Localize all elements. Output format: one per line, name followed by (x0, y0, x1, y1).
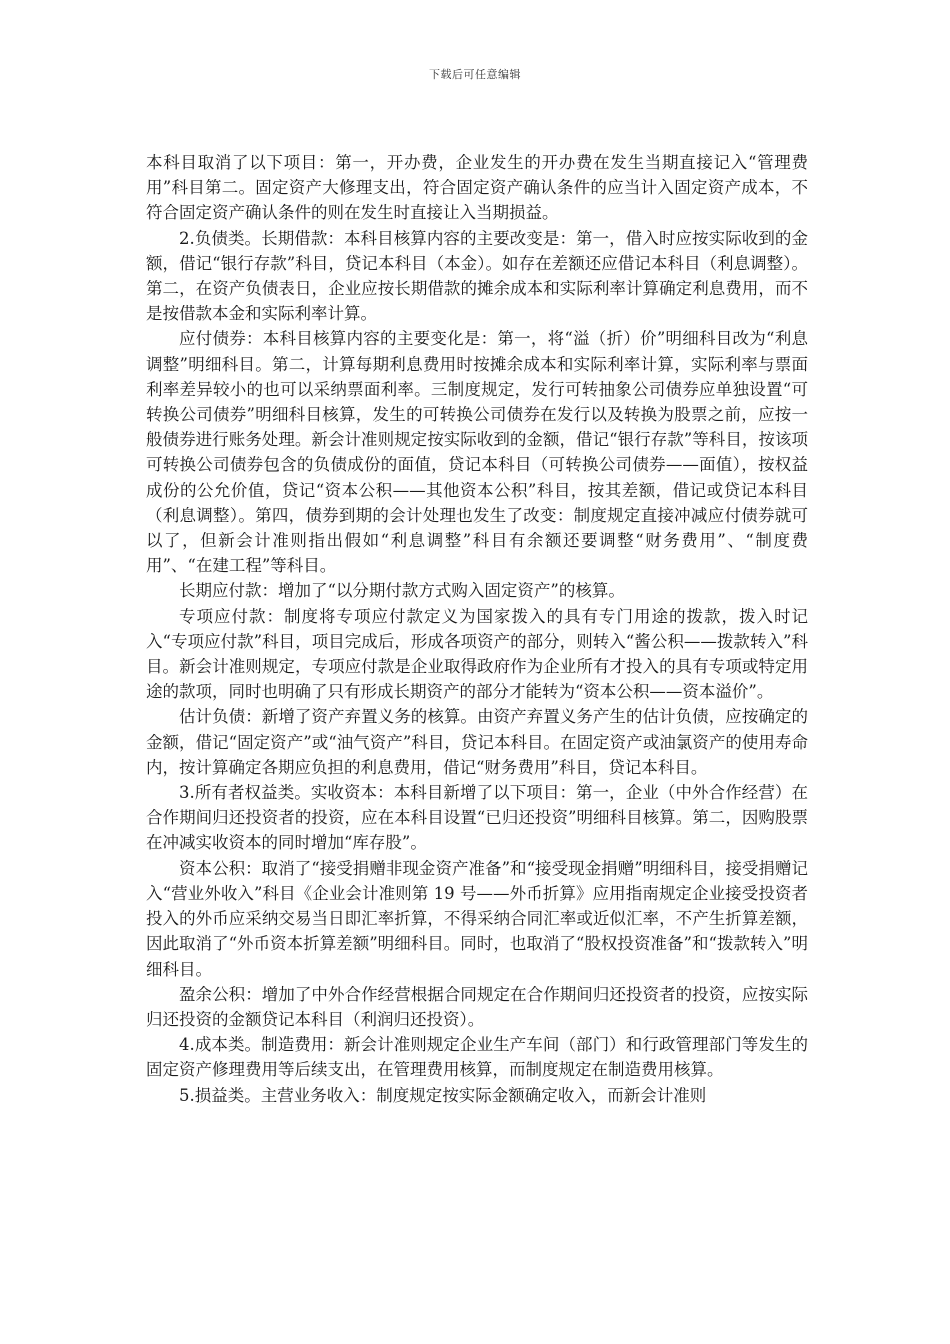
paragraph-profit-loss: 5.损益类。主营业务收入：制度规定按实际金额确定收入，而新会计准则 (179, 1085, 707, 1105)
paragraph-liabilities: 2.负债类。长期借款：本科目核算内容的主要改变是：第一，借入时应按实际收到的金额，借记“银行存款”科目，贷记本科目（本金）。如存在差额还应借记本科目（利息调整）。第二，在资产负债表日，企业应按长期借款的摊余成本和实际利率计算确定利息费用，而不是按借款本金和实际利率计算。 (146, 228, 808, 324)
paragraph-special-payables: 专项应付款：制度将专项应付款定义为国家拨入的具有专门用途的拨款，拨入时记入“专项应付款”科目，项目完成后，形成各项资产的部分，则转入“酱公积——拨款转入”科目。新会计准则规定，专项应付款是企业取得政府作为企业所有才投入的具有专项或特定用途的款项，同时也明确了只有形成长期资产的部分才能转为“资本公积——资本溢价”。 (146, 606, 808, 702)
paragraph-long-term-payables: 长期应付款：增加了“以分期付款方式购入固定资产”的核算。 (179, 581, 625, 601)
paragraph-cost-category: 4.成本类。制造费用：新会计准则规定企业生产车间（部门）和行政管理部门等发生的固定资产修理费用等后续支出，在管理费用核算，而制度规定在制造费用核算。 (146, 1035, 808, 1080)
paragraph-surplus-reserve: 盈余公积：增加了中外合作经营根据合同规定在合作期间归还投资者的投资，应按实际归还投资的金额贷记本科目（利润归还投资）。 (146, 984, 808, 1029)
document-body (146, 150, 808, 1108)
paragraph-1: 本科目取消了以下项目：第一，开办费，企业发生的开办费在发生当期直接记入“管理费用”科目第二。固定资产大修理支出，符合固定资产确认条件的应当计入固定资产成本，不符合固定资产确认条件的则在发生时直接让入当期损益。 (146, 153, 808, 223)
paragraph-capital-reserve: 资本公积：取消了“接受捐赠非现金资产准备”和“接受现金捐赠”明细科目，接受捐赠记入“营业外收入”科目《企业会计准则第 19 号——外币折算》应用指南规定企业接受投资者投入的外币应采纳交易当日即汇率折算，不得采纳合同汇率或近似汇率，不产生折算差额，因此取消了“外币资本折算差额”明细科目。同时，也取消了“股权投资准备”和“拨款转入”明细科目。 (146, 858, 808, 979)
paragraph-owners-equity: 3.所有者权益类。实收资本：本科目新增了以下项目：第一，企业（中外合作经营）在合作期间归还投资者的投资，应在本科目设置“已归还投资”明细科目核算。第二，因购股票在冲减实收资本的同时增加“库存股”。 (146, 783, 808, 853)
paragraph-estimated-liabilities: 估计负债：新增了资产弃置义务的核算。由资产弃置义务产生的估计负债，应按确定的金额，借记“固定资产”或“油气资产”科目，贷记本科目。在固定资产或油氯资产的使用寿命内，按计算确定各期应负担的利息费用，借记“财务费用”科目，贷记本科目。 (146, 707, 808, 777)
page-header: 下载后可任意编辑 (429, 68, 521, 81)
paragraph-bonds-payable: 应付债券：本科目核算内容的主要变化是：第一，将“溢（折）价”明细科目改为“利息调整”明细科目。第二，计算每期利息费用时按摊余成本和实际利率计算，实际利率与票面利率差异较小的也可以采纳票面利率。三制度规定，发行可转抽象公司债券应单独设置“可转换公司债券”明细科目核算，发生的可转换公司债券在发行以及转换为股票之前，应按一般债券进行账务处理。新会计准则规定按实际收到的金额，借记“银行存款”等科目，按该项可转换公司债券包含的负债成份的面值，贷记本科目（可转换公司债券——面值），按权益成份的公允价值，贷记“资本公积——其他资本公积”科目，按其差额，借记或贷记本科目（利息调整）。第四，债券到期的会计处理也发生了改变：制度规定直接冲减应付债券就可以了，但新会计准则指出假如“利息调整”科目有余额还要调整“财务费用”、“制度费用”、“在建工程”等科目。 (146, 329, 808, 576)
